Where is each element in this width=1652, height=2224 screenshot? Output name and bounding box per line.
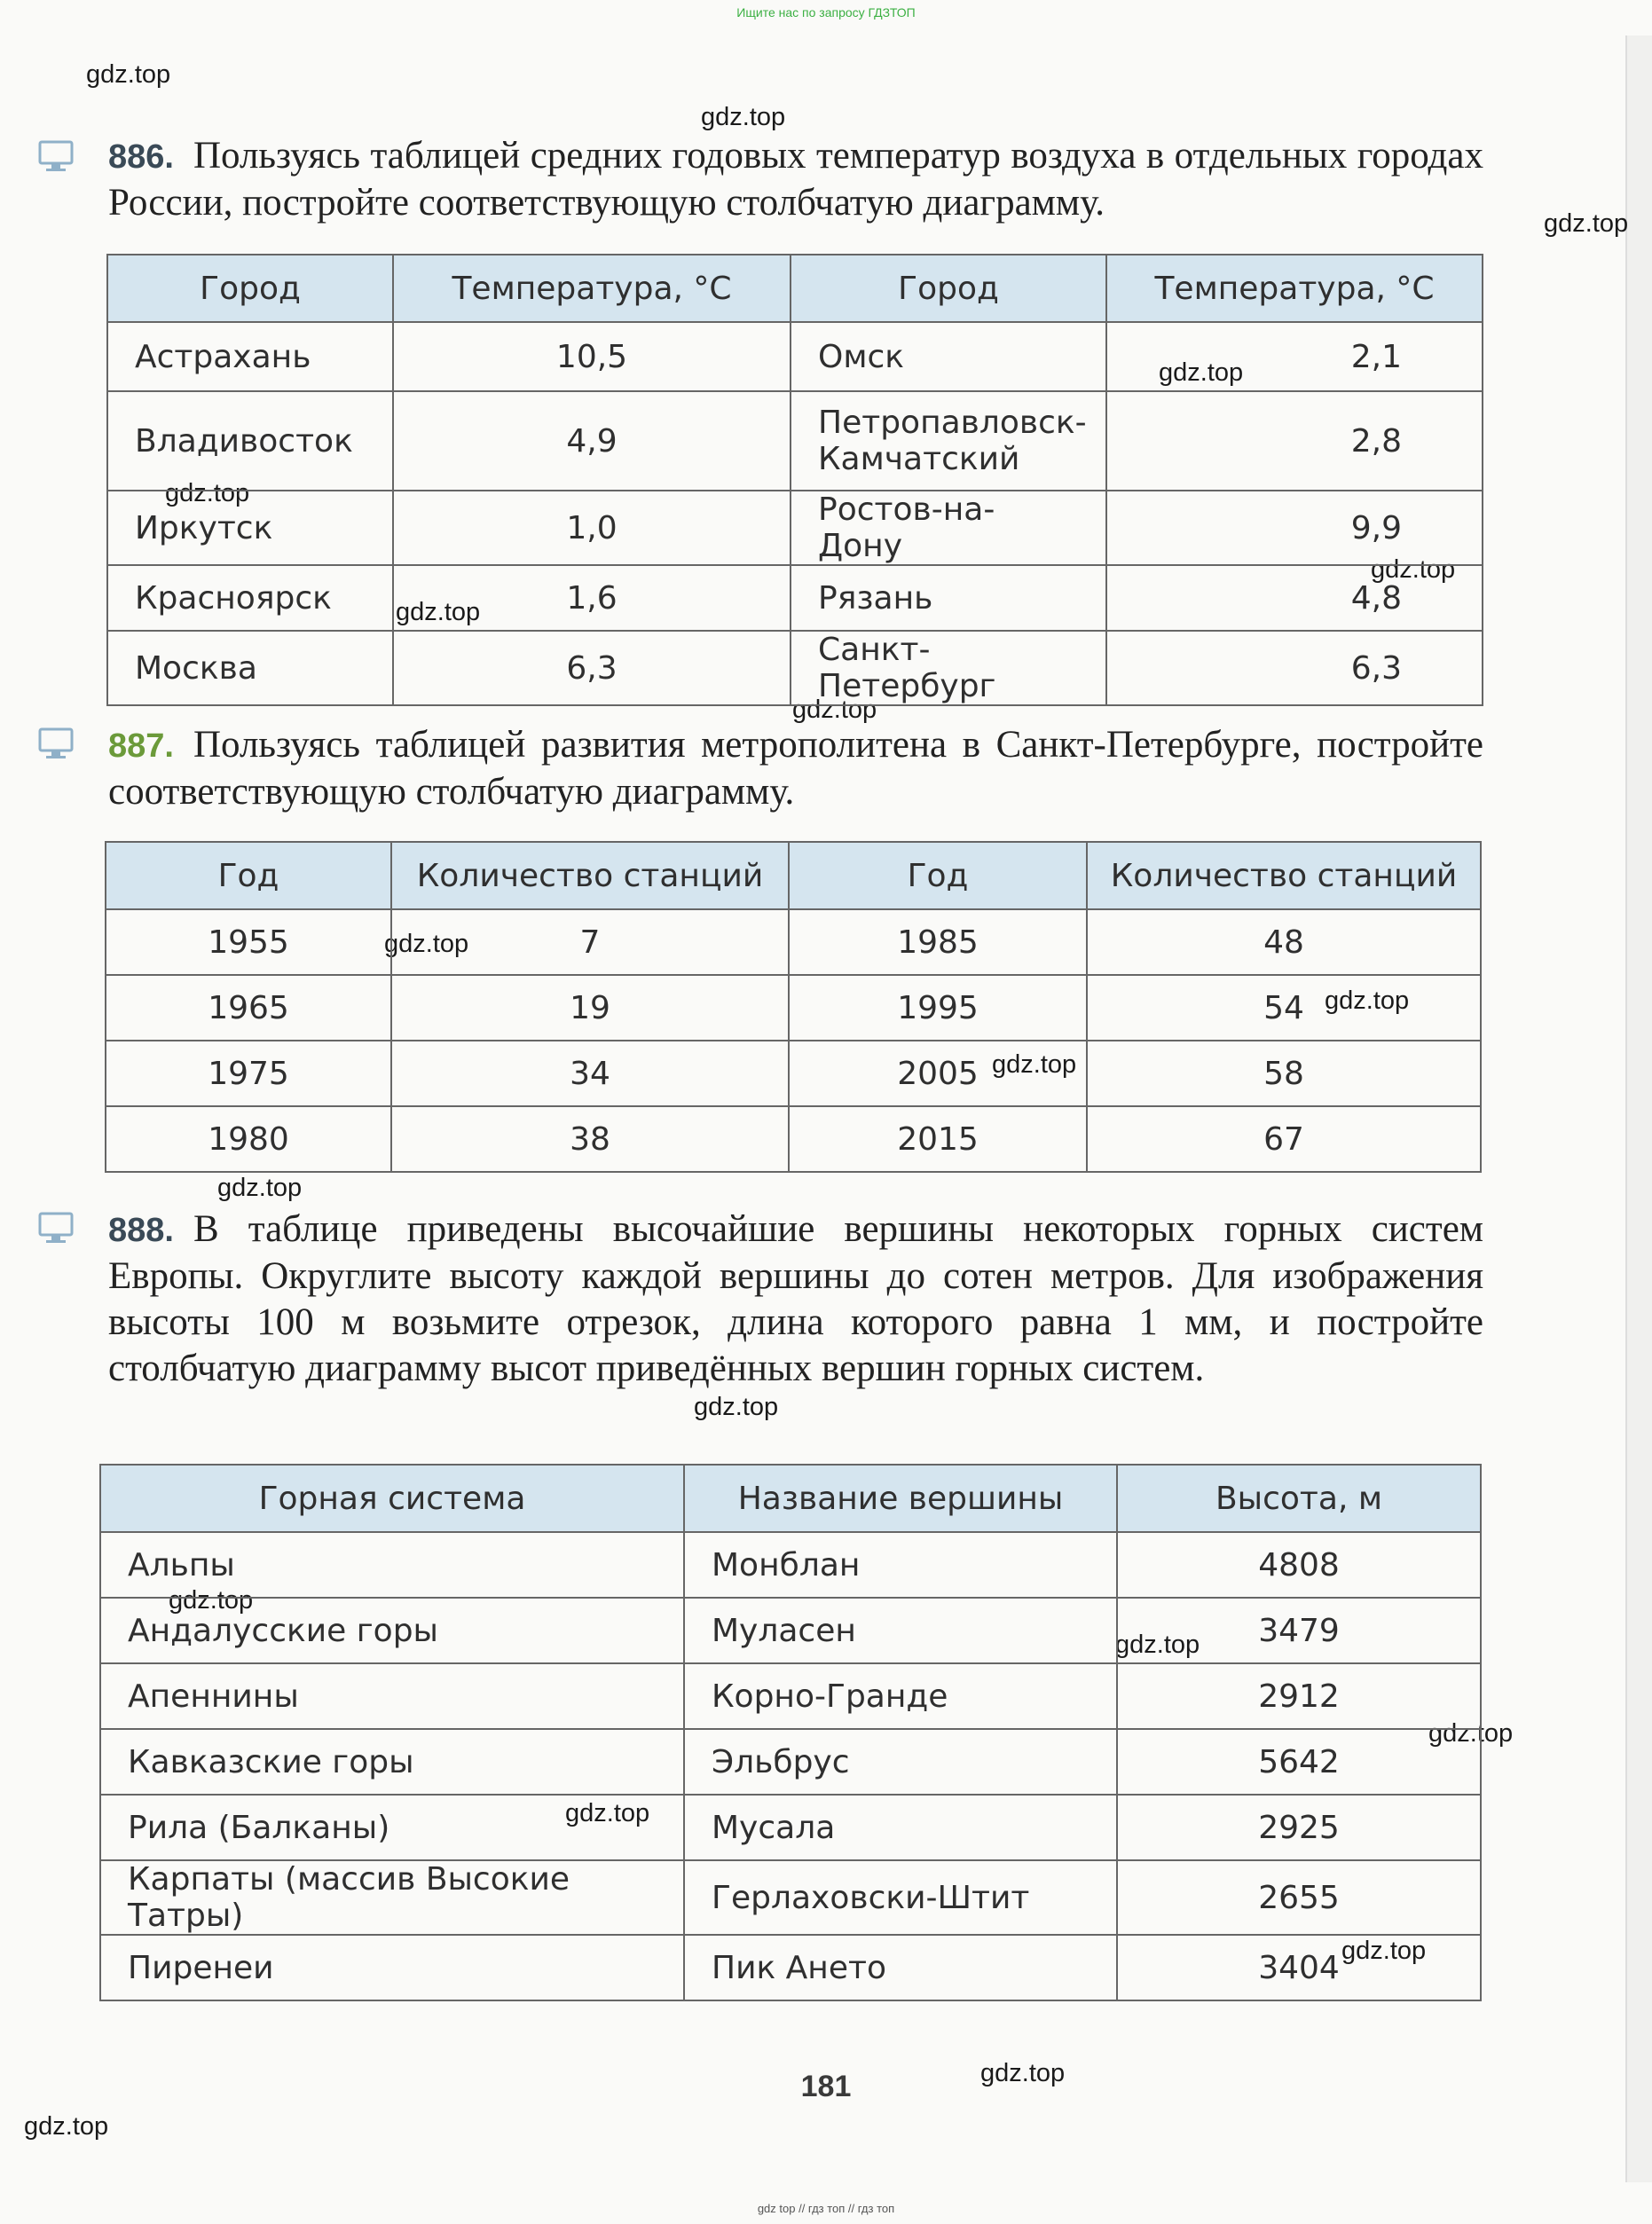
mountain-system-cell: Кавказские горы bbox=[100, 1729, 684, 1795]
table-row bbox=[100, 1729, 1481, 1795]
table-row bbox=[106, 1106, 1481, 1172]
temperature-cell: 6,3 bbox=[1106, 631, 1483, 705]
temperature-cell: 10,5 bbox=[393, 322, 791, 391]
table-row bbox=[107, 631, 1483, 705]
stations-cell: 19 bbox=[391, 975, 789, 1041]
year-cell: 1985 bbox=[789, 909, 1087, 975]
peak-name-cell: Корно-Гранде bbox=[684, 1663, 1117, 1729]
temperature-cell: 2,1 bbox=[1106, 322, 1483, 391]
table-row bbox=[106, 909, 1481, 975]
table-row bbox=[100, 1860, 1481, 1935]
table-row bbox=[100, 1663, 1481, 1729]
column-header: Год bbox=[789, 842, 1087, 909]
mountain-system-cell: Карпаты (массив Высокие Татры) bbox=[100, 1860, 684, 1935]
year-cell: 1980 bbox=[106, 1106, 391, 1172]
height-cell: 2925 bbox=[1117, 1795, 1481, 1860]
peak-name-cell: Муласен bbox=[684, 1598, 1117, 1663]
table-header-row bbox=[107, 255, 1483, 322]
column-header: Температура, °C bbox=[1106, 255, 1483, 322]
watermark: gdz.top bbox=[396, 598, 481, 626]
year-cell: 1955 bbox=[106, 909, 391, 975]
table-header-row bbox=[106, 842, 1481, 909]
stations-cell: 38 bbox=[391, 1106, 789, 1172]
mountain-system-cell: Альпы bbox=[100, 1532, 684, 1598]
watermark: gdz.top bbox=[565, 1799, 650, 1827]
column-header: Город bbox=[791, 255, 1106, 322]
column-header: Название вершины bbox=[684, 1465, 1117, 1532]
table-row bbox=[107, 391, 1483, 491]
column-header: Количество станций bbox=[391, 842, 789, 909]
column-header: Количество станций bbox=[1087, 842, 1481, 909]
table-row bbox=[106, 975, 1481, 1041]
computer-icon bbox=[37, 1210, 75, 1247]
stations-cell: 7 bbox=[391, 909, 789, 975]
mountain-system-cell: Пиренеи bbox=[100, 1935, 684, 2000]
year-cell: 2005 bbox=[789, 1041, 1087, 1106]
watermark: gdz.top bbox=[1544, 209, 1629, 238]
city-cell: Владивосток bbox=[107, 391, 393, 491]
computer-icon bbox=[37, 726, 75, 763]
table-row bbox=[107, 322, 1483, 391]
computer-icon bbox=[37, 138, 75, 176]
watermark: gdz.top bbox=[1428, 1719, 1514, 1748]
temperature-table bbox=[106, 254, 1483, 706]
task-text: В таблице приведены высочайшие вершины некоторых горных систем Европы. Округлите высоту каждой вершины до сотен метров. Для изображения высоты 100 м возьмите отрезок, длина которого равна 1 мм, и постройте столбчатую диаграмму высот приведённых вершин горных систем. bbox=[108, 1208, 1483, 1389]
watermark: gdz.top bbox=[217, 1174, 303, 1202]
metro-table bbox=[105, 841, 1482, 1173]
year-cell: 1995 bbox=[789, 975, 1087, 1041]
task-number: 886. bbox=[108, 138, 174, 176]
task-text: Пользуясь таблицей средних годовых температур воздуха в отдельных городах России, постройте соответствующую столбчатую диаграмму. bbox=[108, 135, 1483, 224]
task-number: 888. bbox=[108, 1212, 174, 1249]
watermark: gdz.top bbox=[1159, 358, 1244, 387]
stations-cell: 58 bbox=[1087, 1041, 1481, 1106]
city-cell: Иркутск bbox=[107, 491, 393, 565]
watermark: gdz.top bbox=[1371, 555, 1456, 584]
peak-name-cell: Пик Ането bbox=[684, 1935, 1117, 2000]
watermark: gdz.top bbox=[86, 60, 171, 89]
height-cell: 5642 bbox=[1117, 1729, 1481, 1795]
stations-cell: 48 bbox=[1087, 909, 1481, 975]
temperature-cell: 9,9 bbox=[1106, 491, 1483, 565]
table-row bbox=[100, 1795, 1481, 1860]
temperature-cell: 6,3 bbox=[393, 631, 791, 705]
watermark: gdz.top bbox=[1325, 986, 1410, 1015]
watermark: gdz.top bbox=[992, 1050, 1077, 1079]
task-number: 887. bbox=[108, 727, 174, 765]
table-row bbox=[107, 565, 1483, 631]
city-cell: Ростов-на-Дону bbox=[791, 491, 1106, 565]
mountains-table bbox=[99, 1464, 1482, 2001]
table-row bbox=[100, 1935, 1481, 2000]
page-edge bbox=[1625, 35, 1652, 2182]
watermark: gdz.top bbox=[792, 695, 877, 724]
table-header-row bbox=[100, 1465, 1481, 1532]
temperature-cell: 1,0 bbox=[393, 491, 791, 565]
column-header: Год bbox=[106, 842, 391, 909]
watermark: gdz.top bbox=[694, 1393, 779, 1421]
watermark: gdz.top bbox=[980, 2059, 1066, 2087]
height-cell: 2655 bbox=[1117, 1860, 1481, 1935]
column-header: Высота, м bbox=[1117, 1465, 1481, 1532]
task-887 bbox=[108, 722, 1483, 815]
peak-name-cell: Монблан bbox=[684, 1532, 1117, 1598]
task-text: Пользуясь таблицей развития метрополитена в Санкт-Петербурге, постройте соответствующую столбчатую диаграмму. bbox=[108, 724, 1483, 813]
peak-name-cell: Мусала bbox=[684, 1795, 1117, 1860]
city-cell: Красноярск bbox=[107, 565, 393, 631]
column-header: Горная система bbox=[100, 1465, 684, 1532]
city-cell: Астрахань bbox=[107, 322, 393, 391]
mountain-system-cell: Рила (Балканы) bbox=[100, 1795, 684, 1860]
peak-name-cell: Герлаховски-Штит bbox=[684, 1860, 1117, 1935]
height-cell: 4808 bbox=[1117, 1532, 1481, 1598]
height-cell: 2912 bbox=[1117, 1663, 1481, 1729]
city-cell: Петропавловск-Камчатский bbox=[791, 391, 1106, 491]
height-cell: 3404 bbox=[1117, 1935, 1481, 2000]
mountain-system-cell: Андалусские горы bbox=[100, 1598, 684, 1663]
temperature-cell: 4,9 bbox=[393, 391, 791, 491]
watermark: gdz.top bbox=[384, 930, 469, 958]
city-cell: Москва bbox=[107, 631, 393, 705]
stations-cell: 67 bbox=[1087, 1106, 1481, 1172]
table-row bbox=[106, 1041, 1481, 1106]
height-cell: 3479 bbox=[1117, 1598, 1481, 1663]
stations-cell: 34 bbox=[391, 1041, 789, 1106]
watermark: gdz.top bbox=[1341, 1937, 1427, 1965]
peak-name-cell: Эльбрус bbox=[684, 1729, 1117, 1795]
table-row bbox=[107, 491, 1483, 565]
temperature-cell: 4,8 bbox=[1106, 565, 1483, 631]
city-cell: Санкт-Петербург bbox=[791, 631, 1106, 705]
top-banner[interactable]: Ищите нас по запросу ГДЗТОП bbox=[736, 5, 916, 20]
year-cell: 2015 bbox=[789, 1106, 1087, 1172]
table-row bbox=[100, 1598, 1481, 1663]
year-cell: 1975 bbox=[106, 1041, 391, 1106]
watermark: gdz.top bbox=[169, 1586, 254, 1615]
city-cell: Рязань bbox=[791, 565, 1106, 631]
watermark: gdz.top bbox=[1115, 1631, 1200, 1659]
page-number: 181 bbox=[800, 2070, 852, 2103]
mountain-system-cell: Апеннины bbox=[100, 1663, 684, 1729]
task-888 bbox=[108, 1206, 1483, 1392]
year-cell: 1965 bbox=[106, 975, 391, 1041]
table-row bbox=[100, 1532, 1481, 1598]
stations-cell: 54 bbox=[1087, 975, 1481, 1041]
temperature-cell: 1,6 bbox=[393, 565, 791, 631]
column-header: Город bbox=[107, 255, 393, 322]
city-cell: Омск bbox=[791, 322, 1106, 391]
temperature-cell: 2,8 bbox=[1106, 391, 1483, 491]
watermark: gdz.top bbox=[24, 2112, 109, 2141]
column-header: Температура, °C bbox=[393, 255, 791, 322]
watermark: gdz.top bbox=[165, 479, 250, 507]
watermark: gdz.top bbox=[701, 103, 786, 131]
bottom-banner[interactable]: gdz top // гдз топ // гдз топ bbox=[757, 2202, 895, 2215]
task-886 bbox=[108, 133, 1483, 226]
